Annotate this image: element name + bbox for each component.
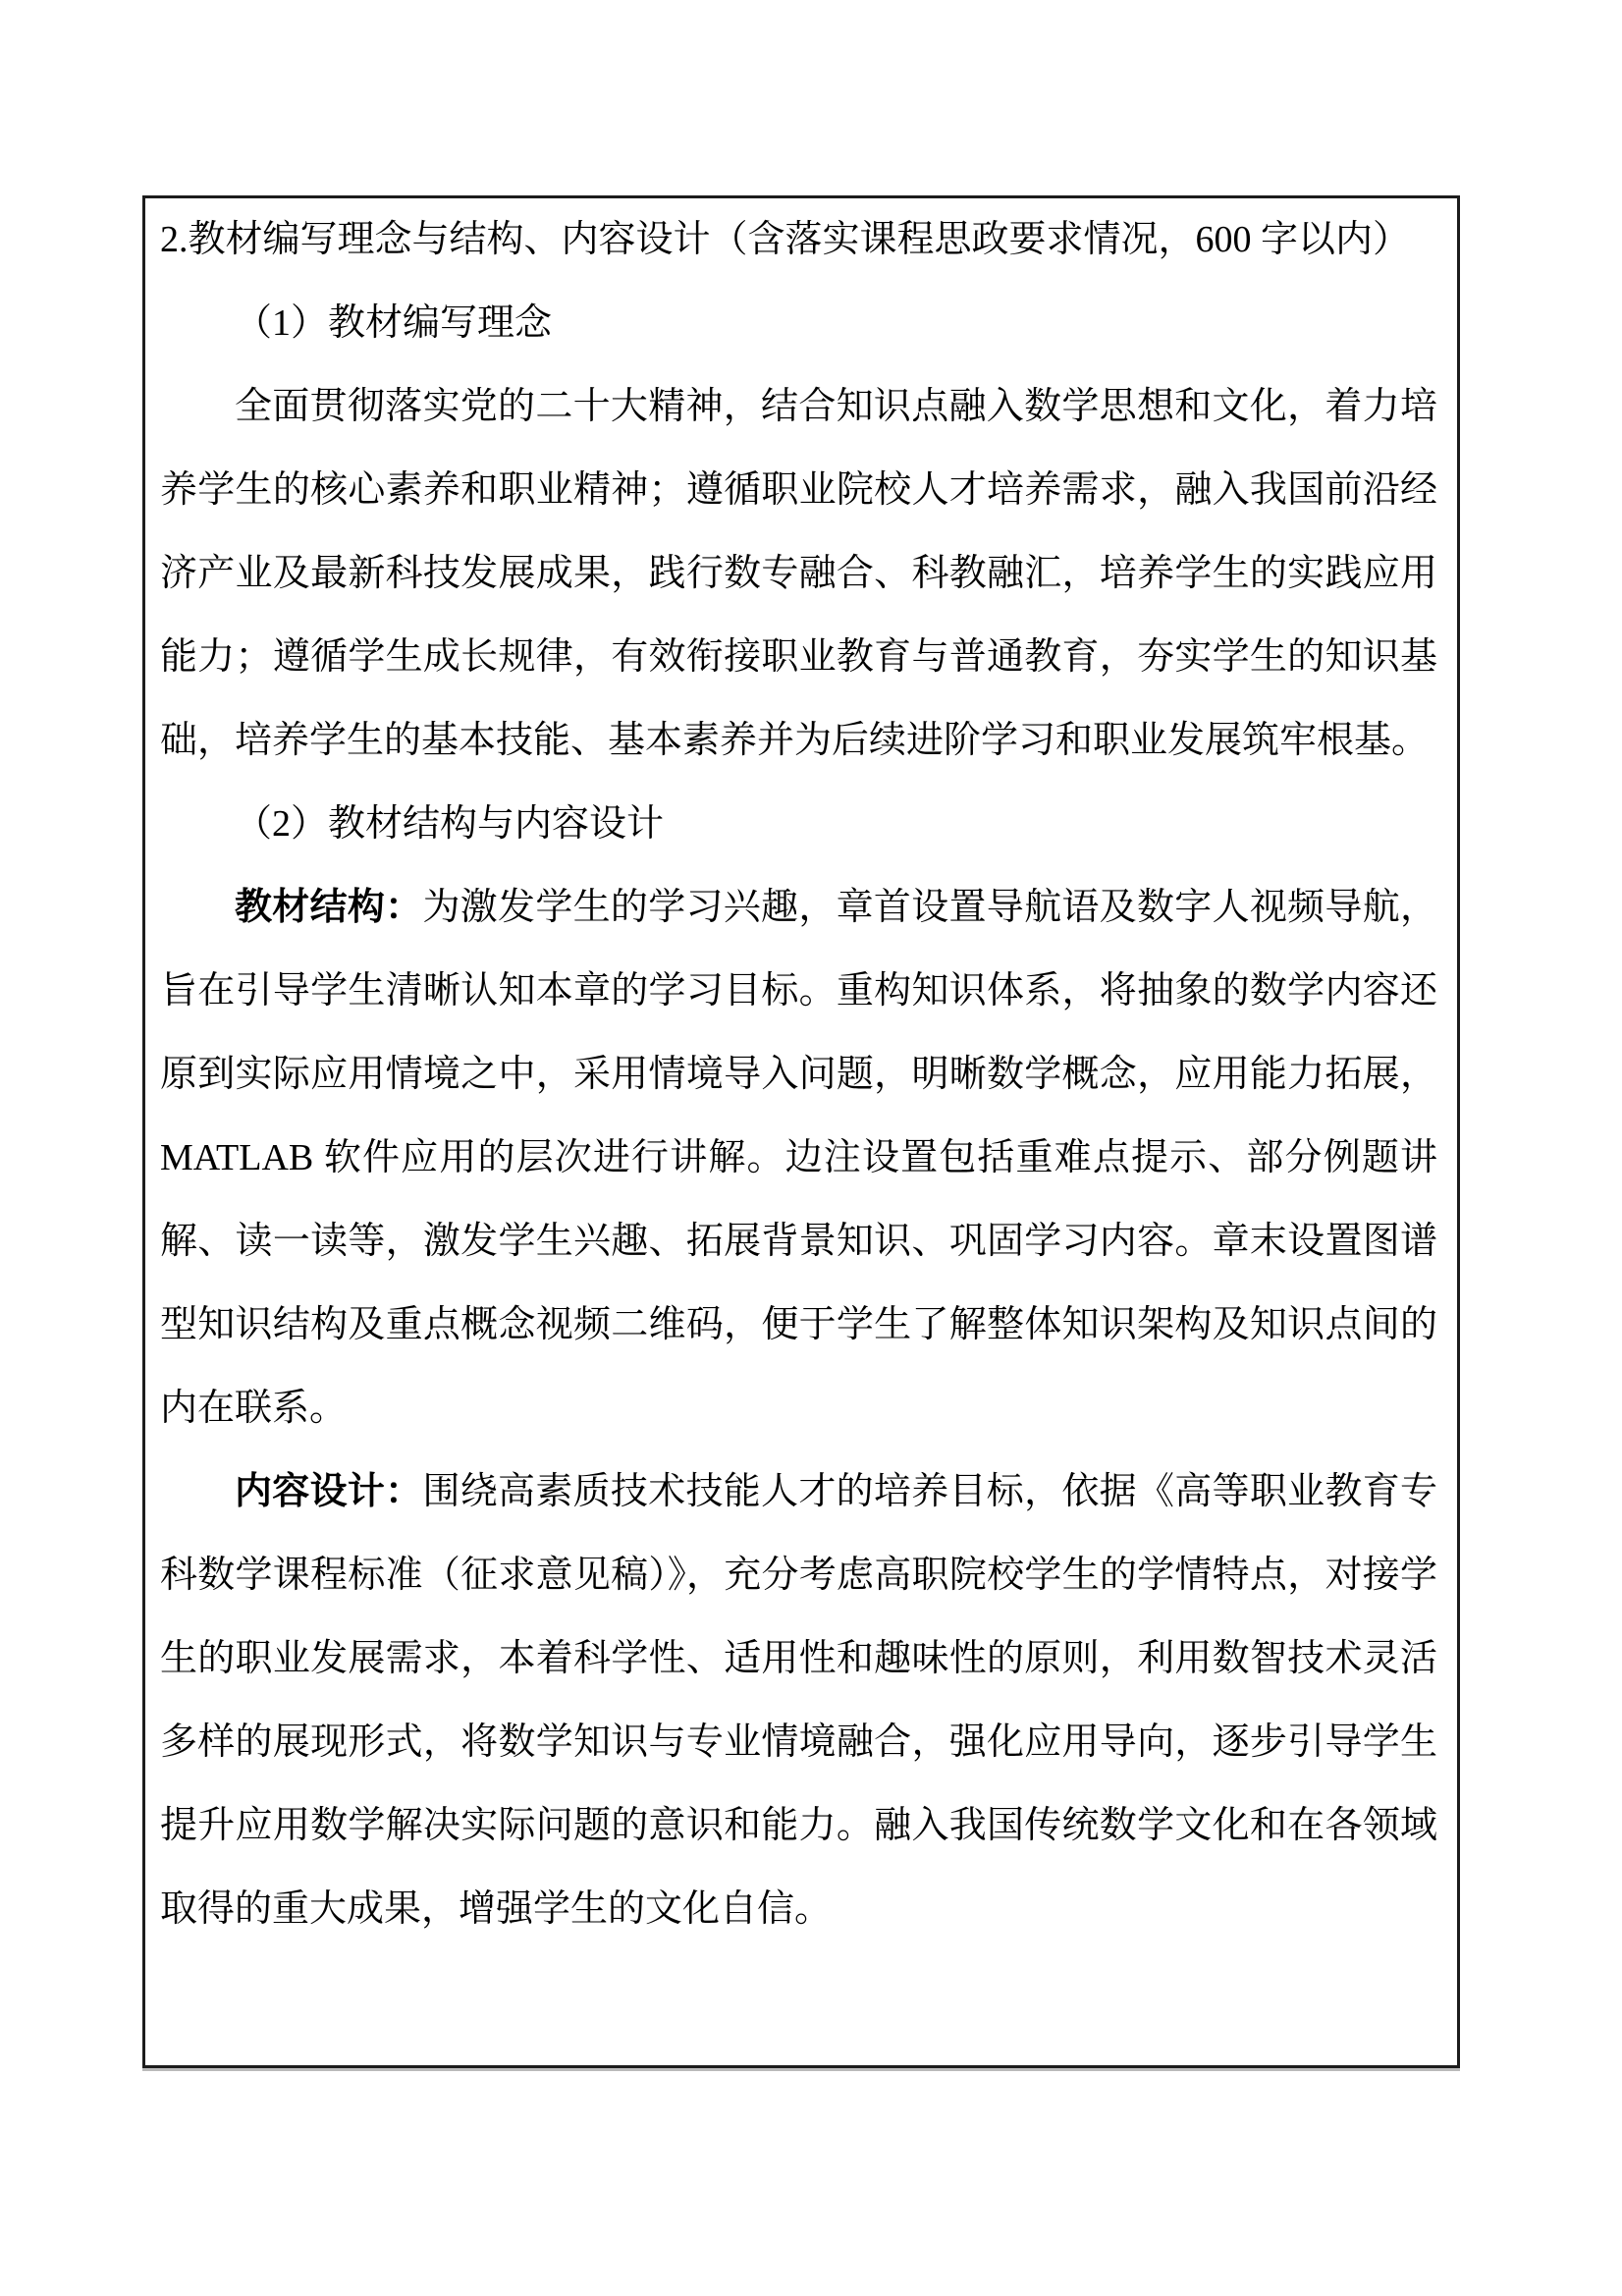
text-run: 围绕高素质技术技能人才的培养目标，依据《高等职业教育专科数学课程标准（征求意见稿）》，充分考虑高职院校学生的学情特点，对接学生的职业发展需求，本着科学性、适用性和趣味性的原则，利用数智技术灵活多样的展现形式，将数学知识与专业情境融合，强化应用导向，逐步引导学生提升应用数学解决实际问题的意识和能力。融入我国传统数学文化和在各领域取得的重大成果，增强学生的文化自信。 — [160, 1471, 1437, 1930]
paragraph-3 — [160, 365, 1437, 783]
paragraph-2 — [160, 282, 1437, 365]
document-cell — [142, 195, 1460, 2068]
text-run: 全面贯彻落实党的二十大精神，结合知识点融入数学思想和文化，着力培养学生的核心素养和职业精神；遵循职业院校人才培养需求，融入我国前沿经济产业及最新科技发展成果，践行数专融合、科教融汇，培养学生的实践应用能力；遵循学生成长规律，有效衔接职业教育与普通教育，夯实学生的知识基础，培养学生的基本技能、基本素养并为后续进阶学习和职业发展筑牢根基。 — [160, 386, 1437, 761]
paragraph-5 — [160, 866, 1437, 1450]
text-run: 2.教材编写理念与结构、内容设计（含落实课程思政要求情况，600 字以内） — [160, 219, 1411, 260]
bold-text-run: 内容设计： — [235, 1471, 423, 1512]
paragraph-1 — [160, 198, 1437, 282]
bold-text-run: 教材结构： — [235, 887, 423, 928]
text-run: （2）教材结构与内容设计 — [235, 803, 665, 845]
text-run: （1）教材编写理念 — [235, 302, 553, 344]
text-run: 为激发学生的学习兴趣，章首设置导航语及数字人视频导航，旨在引导学生清晰认知本章的学习目标。重构知识体系，将抽象的数学内容还原到实际应用情境之中，采用情境导入问题，明晰数学概念，应用能力拓展，MATLAB 软件应用的层次进行讲解。边注设置包括重难点提示、部分例题讲解、读一读等，激发学生兴趣、拓展背景知识、巩固学习内容。章末设置图谱型知识结构及重点概念视频二维码，便于学生了解整体知识架构及知识点间的内在联系。 — [160, 887, 1437, 1429]
paragraph-6 — [160, 1450, 1437, 1951]
paragraph-4 — [160, 783, 1437, 866]
